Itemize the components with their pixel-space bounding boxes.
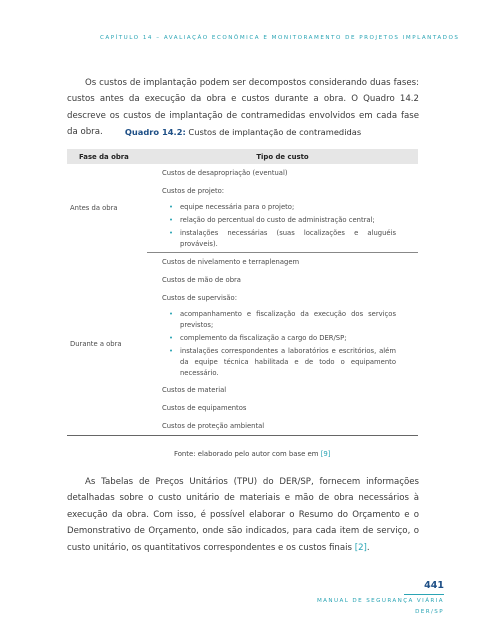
cost-item: Custos de projeto: xyxy=(162,187,225,195)
cost-item: Custos de desapropriação (eventual) xyxy=(162,169,288,177)
cost-item: Custos de equipamentos xyxy=(162,404,247,412)
cost-table xyxy=(67,149,418,436)
table-caption xyxy=(67,127,419,137)
bullet-item: • equipe necessária para o projeto; xyxy=(147,202,418,213)
source-ref-link[interactable]: [9] xyxy=(320,450,331,458)
phase-during: Durante a obra xyxy=(67,253,147,436)
footer-org: DER/SP xyxy=(415,609,444,615)
header-cost-type: Tipo de custo xyxy=(147,149,418,164)
cost-item: Custos de material xyxy=(162,386,227,394)
citation-ref-link[interactable]: [2] xyxy=(354,542,367,553)
phase-before: Antes da obra xyxy=(70,204,118,213)
footer-manual-title: MANUAL DE SEGURANÇA VIÁRIA xyxy=(316,598,444,604)
closing-text: As Tabelas de Preços Unitários (TPU) do DER/SP, fornecem informações detalhadas sobre o custo unitário de materiais e mão de obra necessários à execução da obra. Com isso, é possível elaborar o Resumo do Orçamento e o Demonstrativo de Orçamento, onde são indicados, para cada item de serviço, o custo unitário, os quantitativos correspondentes e os custos finais xyxy=(67,476,419,553)
caption-label: Quadro 14.2: xyxy=(124,127,186,137)
bullet-item: • acompanhamento e fiscalização da execução dos serviços previstos; xyxy=(147,309,418,331)
cost-item: Custos de mão de obra xyxy=(162,276,241,284)
source-text: Fonte: elaborado pelo autor com base em xyxy=(174,450,321,458)
header-phase: Fase da obra xyxy=(67,149,147,164)
intro-paragraph: Os custos de implantação podem ser decompostos considerando duas fases: custos antes da execução da obra e custos durante a obra. O Quadro 14.2 descreve os custos de implantação de contramedidas envolvidos em cada fase da obra. xyxy=(67,77,419,138)
cost-item: Custos de nivelamento e terraplenagem xyxy=(162,258,300,266)
cost-item: Custos de supervisão: xyxy=(162,294,237,302)
closing-paragraph xyxy=(67,474,419,557)
cost-item: Custos de proteção ambiental xyxy=(162,422,265,430)
page-number: 441 xyxy=(424,580,444,591)
table-source xyxy=(174,450,330,458)
bullet-item: • complemento da fiscalização a cargo do DER/SP; xyxy=(147,333,418,344)
footer-rule xyxy=(404,594,444,595)
running-header: CAPÍTULO 14 – AVALIAÇÃO ECONÔMICA E MONITORAMENTO DE PROJETOS IMPLANTADOS xyxy=(100,35,460,41)
bullet-item: • instalações necessárias (suas localizações e aluguéis prováveis). xyxy=(147,228,418,250)
bullet-item: • instalações correspondentes a laboratórios e escritórios, além da equipe técnica habilitada e de todo o equipamento necessário. xyxy=(147,346,418,379)
closing-end: . xyxy=(366,542,370,553)
bullet-item: • relação do percentual do custo de administração central; xyxy=(147,215,418,226)
caption-text: Custos de implantação de contramedidas xyxy=(185,127,362,137)
